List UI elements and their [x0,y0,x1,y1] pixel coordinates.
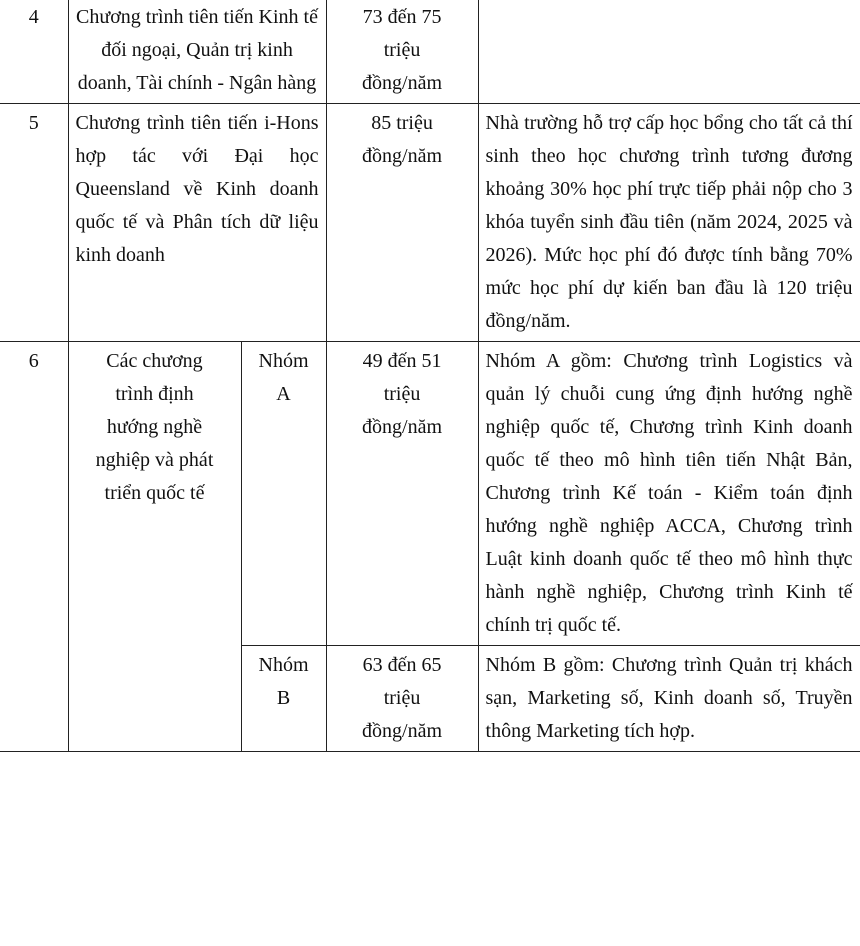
fee-line: đồng/năm [362,720,443,742]
program-line: hướng nghề [106,416,203,438]
group-name [241,646,326,752]
group-line: Nhóm [258,350,309,372]
fee-line: 49 đến 51 [362,350,442,372]
table-row [0,342,860,646]
group-line: A [276,383,291,405]
table-row [0,104,860,342]
fee-line: triệu [383,687,421,709]
fee-line: triệu [383,383,421,405]
program-line: nghiệp và phát [95,449,214,471]
fee-line: đồng/năm [362,145,443,167]
program-line: Các chương [106,350,203,372]
fee-line: 73 đến 75 [362,6,442,28]
row-number: 6 [0,342,68,752]
note-cell: Nhóm A gồm: Chương trình Logistics và quản lý chuỗi cung ứng định hướng nghề nghiệp quốc tế, Chương trình Kinh doanh quốc tế theo mô hình tiên tiến Nhật Bản, Chương trình Kế toán - Kiểm toán định hướng nghề nghiệp ACCA, Chương trình Luật kinh doanh quốc tế theo mô hình thực hành nghề nghiệp, Chương trình Kinh tế chính trị quốc tế. [478,342,860,646]
fee-line: triệu [383,39,421,61]
program-name: Chương trình tiên tiến Kinh tế đối ngoại, Quản trị kinh doanh, Tài chính - Ngân hàng [68,0,326,104]
tuition-fee [326,104,478,342]
note-cell [478,0,860,104]
group-name [241,342,326,646]
program-name: Chương trình tiên tiến i-Hons hợp tác với Đại học Queensland về Kinh doanh quốc tế và Phân tích dữ liệu kinh doanh [68,104,326,342]
tuition-fee [326,0,478,104]
tuition-fee [326,342,478,646]
note-cell: Nhà trường hỗ trợ cấp học bổng cho tất cả thí sinh theo học chương trình tương đương khoảng 30% học phí trực tiếp phải nộp cho 3 khóa tuyển sinh đầu tiên (năm 2024, 2025 và 2026). Mức học phí đó được tính bằng 70% mức học phí dự kiến ban đầu là 120 triệu đồng/năm. [478,104,860,342]
fee-line: đồng/năm [362,72,443,94]
group-line: Nhóm [258,654,309,676]
program-line: trình định [115,383,194,405]
group-line: B [276,687,291,709]
fee-line: đồng/năm [362,416,443,438]
table-row [0,0,860,104]
fee-line: 63 đến 65 [362,654,442,676]
row-number: 5 [0,104,68,342]
row-number: 4 [0,0,68,104]
program-name [68,342,241,752]
fee-line: 85 triệu [371,112,433,134]
program-line: triển quốc tế [104,482,205,504]
note-cell: Nhóm B gồm: Chương trình Quản trị khách sạn, Marketing số, Kinh doanh số, Truyền thông Marketing tích hợp. [478,646,860,752]
tuition-fee [326,646,478,752]
